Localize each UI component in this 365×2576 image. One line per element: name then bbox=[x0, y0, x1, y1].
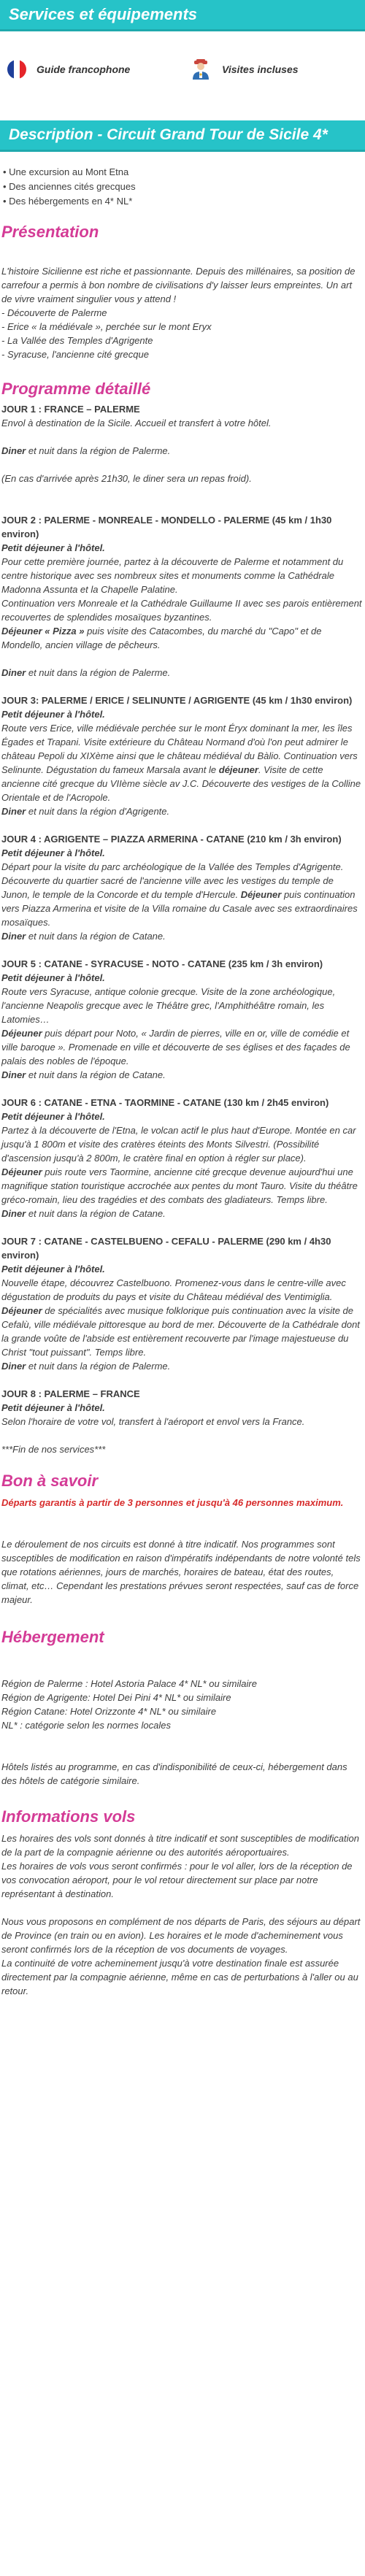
day-6 bbox=[1, 1096, 364, 1220]
day-title: JOUR 2 : PALERME - MONREALE - MONDELLO - PALERME (45 km / 1h30 environ) bbox=[1, 515, 332, 539]
presentation-line: - Erice « la médiévale », perchée sur le mont Eryx bbox=[1, 321, 212, 332]
list-item: NL* : catégorie selon les normes locales bbox=[1, 1720, 171, 1731]
lunch-text: puis visite des Catacombes, du marché du "Capo" et de Mondello, ancien village de pêcheurs. bbox=[1, 626, 322, 650]
diner-text: et nuit dans la région de Catane. bbox=[26, 1069, 166, 1080]
day-text: Nouvelle étape, découvrez Castelbuono. Promenez-vous dans le centre-ville avec dégustation de produits du pays et visite du Château médiéval des Ventimiglia. bbox=[1, 1277, 346, 1302]
diner-text: et nuit dans la région de Catane. bbox=[26, 931, 166, 942]
infos-vols-title: Informations vols bbox=[1, 1807, 136, 1826]
programme-title: Programme détaillé bbox=[1, 380, 151, 398]
list-item: • Des anciennes cités grecques bbox=[3, 181, 136, 192]
end-of-services: ***Fin de nos services*** bbox=[1, 1444, 106, 1455]
day-text bbox=[1, 860, 364, 929]
presentation-title: Présentation bbox=[1, 223, 99, 241]
list-item: Région Catane: Hotel Orizzonte 4* NL* ou similaire bbox=[1, 1706, 217, 1717]
diner-label: Diner bbox=[1, 1361, 26, 1372]
day-4 bbox=[1, 832, 364, 943]
day-lunch bbox=[1, 624, 364, 652]
day-diner bbox=[1, 1068, 364, 1082]
service-visits bbox=[182, 58, 358, 80]
lunch-text: puis départ pour Noto, « Jardin de pierres, ville en or, ville de comédie et ville baroque ». Promenade en ville et découverte de ses églises et des façades de palais des nobles de l'époque. bbox=[1, 1028, 350, 1066]
presentation-line: - Découverte de Palerme bbox=[1, 307, 107, 318]
diner-label: Diner bbox=[1, 445, 26, 456]
content bbox=[0, 152, 365, 1998]
hotels-list bbox=[1, 1677, 364, 1732]
diner-text: et nuit dans la région de Palerme. bbox=[26, 1361, 171, 1372]
lunch-label: Déjeuner bbox=[240, 889, 282, 900]
lunch-label: déjeuner bbox=[218, 764, 258, 775]
day-title: JOUR 4 : AGRIGENTE – PIAZZA ARMERINA - CATANE (210 km / 3h environ) bbox=[1, 834, 342, 845]
presentation-line: - Syracuse, l'ancienne cité grecque bbox=[1, 349, 149, 360]
infos-vols-p4: La continuité de votre acheminement jusqu'à votre destination finale est assurée directement par la compagnie aérienne, même en cas de perturbations à l'aller ou au retour. bbox=[1, 1958, 358, 1996]
service-guide-label: Guide francophone bbox=[36, 63, 131, 75]
day-text: Selon l'horaire de votre vol, transfert à l'aéroport et envol vers la France. bbox=[1, 1416, 305, 1427]
day-diner bbox=[1, 929, 364, 943]
diner-label: Diner bbox=[1, 806, 26, 817]
day-breakfast: Petit déjeuner à l'hôtel. bbox=[1, 1111, 105, 1122]
lunch-text: de spécialités avec musique folklorique puis continuation avec la visite de Cefalù, ville médiévale pittoresque au bord de mer. Découverte de la Cathédrale dont la grande voûte de l'abside est entièrement recouverte par l'image majestueuse du Christ "tout puissant". Temps libre. bbox=[1, 1305, 360, 1358]
lunch-label: Déjeuner bbox=[1, 1166, 42, 1177]
lunch-label: Déjeuner bbox=[1, 1305, 42, 1316]
day-3 bbox=[1, 693, 364, 818]
service-guide bbox=[7, 60, 182, 79]
bon-a-savoir-text: Le déroulement de nos circuits est donné à titre indicatif. Nos programmes sont susceptibles de modification en raison d'impératifs indépendants de notre volonté tels que rotations aériennes, jours de marchés, horaires de bateau, état des routes, climat, etc… Cependant les prestations prévues seront respectées, sauf cas de force majeur. bbox=[1, 1539, 361, 1605]
day-title: JOUR 8 : PALERME – FRANCE bbox=[1, 1388, 140, 1399]
day-text: Pour cette première journée, partez à la découverte de Palerme et notamment du centre historique avec ses nombreux sites et monuments comme la Cathédrale Madonna Assunta et la Chapelle Palatine. bbox=[1, 556, 344, 595]
diner-label: Diner bbox=[1, 931, 26, 942]
presentation-text bbox=[1, 264, 364, 361]
hebergement-title: Hébergement bbox=[1, 1628, 104, 1646]
presentation-line: L'histoire Sicilienne est riche et passionnante. Depuis des millénaires, sa position de carrefour a permis à bon nombre de civilisations d'y laisser leurs empreintes. Un art de vivre vraiment singulier vous y attend ! bbox=[1, 266, 356, 304]
diner-label: Diner bbox=[1, 1069, 26, 1080]
day-title: JOUR 5 : CATANE - SYRACUSE - NOTO - CATANE (235 km / 3h environ) bbox=[1, 958, 323, 969]
day-5 bbox=[1, 957, 364, 1082]
diner-label: Diner bbox=[1, 1208, 26, 1219]
day-diner bbox=[1, 1207, 364, 1220]
services-row bbox=[0, 47, 365, 91]
day-title: JOUR 1 : FRANCE – PALERME bbox=[1, 404, 140, 415]
presentation-line: - La Vallée des Temples d'Agrigente bbox=[1, 335, 153, 346]
diner-label: Diner bbox=[1, 667, 26, 678]
infos-vols-p2: Les horaires de vols vous seront confirmés : pour le vol aller, lors de la réception de vos convocation aéroport, pour le vol retour directement sur place par notre représentant à destination. bbox=[1, 1861, 353, 1899]
infos-vols-p3: Nous vous proposons en complément de nos départs de Paris, des séjours au départ de Province (en train ou en avion). Les horaires et le mode d'acheminement vous seront confirmés lors de la réception de vos documents de voyages. bbox=[1, 1916, 361, 1955]
day-title: JOUR 3: PALERME / ERICE / SELINUNTE / AGRIGENTE (45 km / 1h30 environ) bbox=[1, 695, 353, 706]
day-text: Route vers Syracuse, antique colonie grecque. Visite de la zone archéologique, l'ancienne Neapolis grecque avec le Théâtre grec, l'Amphithéâtre romain, les Latomies… bbox=[1, 986, 336, 1025]
list-item: Région de Agrigente: Hotel Dei Pini 4* NL* ou similaire bbox=[1, 1692, 231, 1703]
day-breakfast: Petit déjeuner à l'hôtel. bbox=[1, 1402, 105, 1413]
day-text: Partez à la découverte de l'Etna, le volcan actif le plus haut d'Europe. Montée en car jusqu'à 1 800m et visite des cratères éteints des Monts Silvestri. (Possibilité d'ascension jusqu'à 2 800m, le cratère final en option à régler sur place). bbox=[1, 1125, 356, 1164]
highlights-list bbox=[1, 152, 364, 209]
service-visits-label: Visites incluses bbox=[222, 63, 299, 75]
lunch-text: puis route vers Taormine, ancienne cité grecque devenue aujourd'hui une magnifique station touristique accrochée aux pentes du mont Tauro. Visite du théâtre gréco-romain, lieu des tragédies et des combats des gladiateurs. Temps libre. bbox=[1, 1166, 358, 1205]
bon-a-savoir-title: Bon à savoir bbox=[1, 1472, 99, 1490]
day-text-part: puis continuation vers Piazza Armerina et visite de la Villa romaine du Casale avec ses extraordinaires mosaïques. bbox=[1, 889, 358, 928]
day-breakfast: Petit déjeuner à l'hôtel. bbox=[1, 847, 105, 858]
day-7 bbox=[1, 1234, 364, 1373]
day-diner bbox=[1, 444, 364, 458]
lunch-label: Déjeuner bbox=[1, 1028, 42, 1039]
list-item: Région de Palerme : Hotel Astoria Palace 4* NL* ou similaire bbox=[1, 1678, 257, 1689]
day-text-part: Départ pour la visite du parc archéologique de la Vallée des Temples d'Agrigente. Découverte du quartier sacré de l'ancienne ville avec les vestiges du temple de Junon, le temple de la Concorde et du temple d'Hercule. bbox=[1, 861, 344, 900]
list-item: • Une excursion au Mont Etna bbox=[3, 166, 129, 177]
day-diner bbox=[1, 666, 364, 680]
diner-text: et nuit dans la région d'Agrigente. bbox=[26, 806, 170, 817]
services-banner: Services et équipements bbox=[0, 0, 365, 31]
guaranteed-departures: Départs garantis à partir de 3 personnes et jusqu'à 46 personnes maximum. bbox=[1, 1497, 344, 1508]
day-title: JOUR 7 : CATANE - CASTELBUENO - CEFALU - PALERME (290 km / 4h30 environ) bbox=[1, 1236, 331, 1261]
day-title: JOUR 6 : CATANE - ETNA - TAORMINE - CATANE (130 km / 2h45 environ) bbox=[1, 1097, 329, 1108]
day-breakfast: Petit déjeuner à l'hôtel. bbox=[1, 542, 105, 553]
day-2 bbox=[1, 513, 364, 680]
day-text: Envol à destination de la Sicile. Accueil et transfert à votre hôtel. bbox=[1, 418, 272, 428]
day-breakfast: Petit déjeuner à l'hôtel. bbox=[1, 709, 105, 720]
infos-vols-p1: Les horaires des vols sont donnés à titre indicatif et sont susceptibles de modification de la part de la compagnie aérienne ou des autorités aéroportuaires. bbox=[1, 1833, 359, 1858]
guide-person-icon bbox=[190, 58, 212, 80]
diner-text: et nuit dans la région de Palerme. bbox=[26, 667, 171, 678]
day-text-part: Route vers Erice, ville médiévale perchée sur le mont Éryx dominant la mer, les îles Égades et Trapani. Visite extérieure du Château Normand d'où l'on peut admirer le château Pepoli du XIXème ainsi que le château médiéval du Bàlio. Continuation vers Selinunte. Dégustation du fameux Marsala avant le bbox=[1, 723, 358, 775]
day-breakfast: Petit déjeuner à l'hôtel. bbox=[1, 972, 105, 983]
day-note: (En cas d'arrivée après 21h30, le diner sera un repas froid). bbox=[1, 473, 252, 484]
day-diner bbox=[1, 1359, 364, 1373]
lunch-label: Déjeuner « Pizza » bbox=[1, 626, 85, 637]
diner-text: et nuit dans la région de Catane. bbox=[26, 1208, 166, 1219]
day-lunch bbox=[1, 1026, 364, 1068]
diner-text: et nuit dans la région de Palerme. bbox=[26, 445, 171, 456]
day-8 bbox=[1, 1387, 364, 1429]
day-text-part: . Visite de cette ancienne cité grecque du VIIème siècle av J.C. Découverte des vestiges de la Colline Orientale et de l'Acropole. bbox=[1, 764, 361, 803]
hebergement-note: Hôtels listés au programme, en cas d'indisponibilité de ceux-ci, hébergement dans des hôtels de catégorie similaire. bbox=[1, 1761, 347, 1786]
list-item: • Des hébergements en 4* NL* bbox=[3, 196, 133, 207]
day-lunch bbox=[1, 1304, 364, 1359]
french-flag-icon bbox=[7, 60, 26, 79]
day-1 bbox=[1, 402, 364, 485]
day-text: Continuation vers Monreale et la Cathédrale Guillaume II avec ses parois entièrement recouvertes de splendides mosaïques byzantines. bbox=[1, 598, 362, 623]
day-breakfast: Petit déjeuner à l'hôtel. bbox=[1, 1264, 105, 1274]
day-text bbox=[1, 721, 364, 804]
day-diner bbox=[1, 804, 364, 818]
day-lunch bbox=[1, 1165, 364, 1207]
description-banner: Description - Circuit Grand Tour de Sicile 4* bbox=[0, 120, 365, 152]
